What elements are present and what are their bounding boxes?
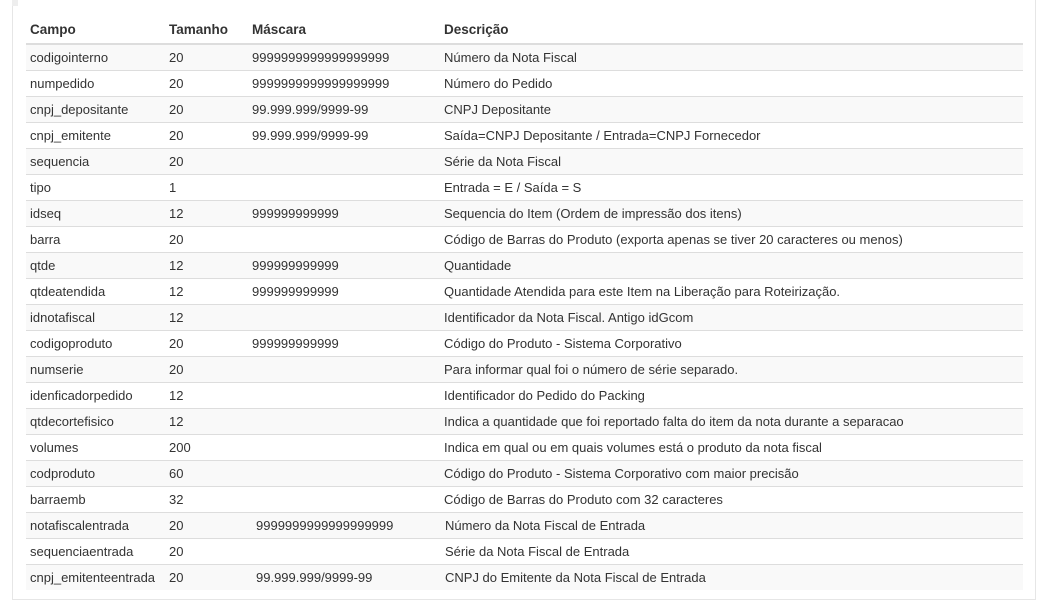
cell-campo: barra [26,227,165,253]
table-row [26,253,1023,279]
cell-mascara: 999999999999 [248,279,440,305]
cell-descricao: CNPJ do Emitente da Nota Fiscal de Entrada [440,565,1023,591]
cell-mascara: 99.999.999/9999-99 [248,565,440,591]
cell-tamanho: 20 [165,97,248,123]
cell-tamanho: 12 [165,253,248,279]
cell-campo: idseq [26,201,165,227]
cell-campo: sequencia [26,149,165,175]
cell-campo: idnotafiscal [26,305,165,331]
cell-descricao: Número da Nota Fiscal de Entrada [440,513,1023,539]
table-body [26,44,1023,590]
cell-mascara: 999999999999 [248,331,440,357]
table-row [26,435,1023,461]
table-row [26,279,1023,305]
cell-campo: cnpj_emitente [26,123,165,149]
table-row [26,565,1023,591]
cell-descricao: Código de Barras do Produto com 32 caracteres [440,487,1023,513]
cell-mascara [248,487,440,513]
cell-descricao: Saída=CNPJ Depositante / Entrada=CNPJ Fornecedor [440,123,1023,149]
table-row [26,487,1023,513]
table-row [26,44,1023,71]
cell-descricao: Código de Barras do Produto (exporta apenas se tiver 20 caracteres ou menos) [440,227,1023,253]
cell-descricao: Identificador da Nota Fiscal. Antigo idGcom [440,305,1023,331]
cell-tamanho: 20 [165,149,248,175]
header-campo: Campo [26,16,165,44]
cell-tamanho: 20 [165,539,248,565]
cell-campo: barraemb [26,487,165,513]
cell-mascara [248,175,440,201]
cell-campo: qtde [26,253,165,279]
cell-campo: qtdecortefisico [26,409,165,435]
cell-descricao: Série da Nota Fiscal [440,149,1023,175]
cell-mascara [248,305,440,331]
cell-campo: codproduto [26,461,165,487]
cell-descricao: Código do Produto - Sistema Corporativo com maior precisão [440,461,1023,487]
cell-mascara: 999999999999 [248,201,440,227]
cell-mascara [248,409,440,435]
cell-mascara [248,149,440,175]
cell-tamanho: 1 [165,175,248,201]
cell-campo: idenficadorpedido [26,383,165,409]
table-row [26,201,1023,227]
cell-tamanho: 200 [165,435,248,461]
table-row [26,305,1023,331]
cell-descricao: Série da Nota Fiscal de Entrada [440,539,1023,565]
table-row [26,97,1023,123]
cell-tamanho: 60 [165,461,248,487]
header-tamanho: Tamanho [165,16,248,44]
table-row [26,331,1023,357]
cell-descricao: Quantidade Atendida para este Item na Liberação para Roteirização. [440,279,1023,305]
cell-mascara: 9999999999999999999 [248,71,440,97]
cell-descricao: Número do Pedido [440,71,1023,97]
cell-tamanho: 12 [165,279,248,305]
cell-mascara: 9999999999999999999 [248,513,440,539]
cell-mascara [248,435,440,461]
cell-tamanho: 20 [165,513,248,539]
cell-tamanho: 12 [165,409,248,435]
cell-campo: tipo [26,175,165,201]
cell-descricao: Indica a quantidade que foi reportado falta do item da nota durante a separacao [440,409,1023,435]
cell-tamanho: 20 [165,331,248,357]
cell-campo: volumes [26,435,165,461]
cell-descricao: Número da Nota Fiscal [440,44,1023,71]
table-row [26,175,1023,201]
cell-mascara: 99.999.999/9999-99 [248,123,440,149]
table-row [26,461,1023,487]
cell-descricao: Entrada = E / Saída = S [440,175,1023,201]
cell-descricao: Sequencia do Item (Ordem de impressão dos itens) [440,201,1023,227]
fields-table [26,16,1023,590]
cell-tamanho: 20 [165,227,248,253]
cell-tamanho: 20 [165,357,248,383]
table-header-row [26,16,1023,44]
cell-campo: sequenciaentrada [26,539,165,565]
cell-descricao: Identificador do Pedido do Packing [440,383,1023,409]
table-row [26,357,1023,383]
table-row [26,71,1023,97]
cell-tamanho: 20 [165,565,248,591]
cell-descricao: Indica em qual ou em quais volumes está o produto da nota fiscal [440,435,1023,461]
cell-descricao: Quantidade [440,253,1023,279]
cell-campo: cnpj_depositante [26,97,165,123]
cell-mascara [248,539,440,565]
cell-tamanho: 12 [165,201,248,227]
header-descricao: Descrição [440,16,1023,44]
cell-campo: qtdeatendida [26,279,165,305]
cell-descricao: CNPJ Depositante [440,97,1023,123]
table-row [26,409,1023,435]
cell-campo: notafiscalentrada [26,513,165,539]
cell-campo: codigointerno [26,44,165,71]
cell-descricao: Código do Produto - Sistema Corporativo [440,331,1023,357]
table-row [26,383,1023,409]
cell-tamanho: 20 [165,123,248,149]
table-row [26,123,1023,149]
cell-campo: numpedido [26,71,165,97]
frame-corner [12,0,18,6]
cell-tamanho: 32 [165,487,248,513]
header-mascara: Máscara [248,16,440,44]
table-row [26,513,1023,539]
cell-tamanho: 12 [165,383,248,409]
cell-campo: codigoproduto [26,331,165,357]
cell-mascara: 999999999999 [248,253,440,279]
cell-mascara [248,357,440,383]
cell-mascara [248,227,440,253]
cell-campo: numserie [26,357,165,383]
cell-mascara [248,383,440,409]
cell-mascara [248,461,440,487]
cell-tamanho: 12 [165,305,248,331]
table-row [26,149,1023,175]
cell-tamanho: 20 [165,44,248,71]
cell-campo: cnpj_emitenteentrada [26,565,165,591]
cell-mascara: 9999999999999999999 [248,44,440,71]
table-row [26,539,1023,565]
cell-mascara: 99.999.999/9999-99 [248,97,440,123]
cell-tamanho: 20 [165,71,248,97]
table-row [26,227,1023,253]
cell-descricao: Para informar qual foi o número de série separado. [440,357,1023,383]
